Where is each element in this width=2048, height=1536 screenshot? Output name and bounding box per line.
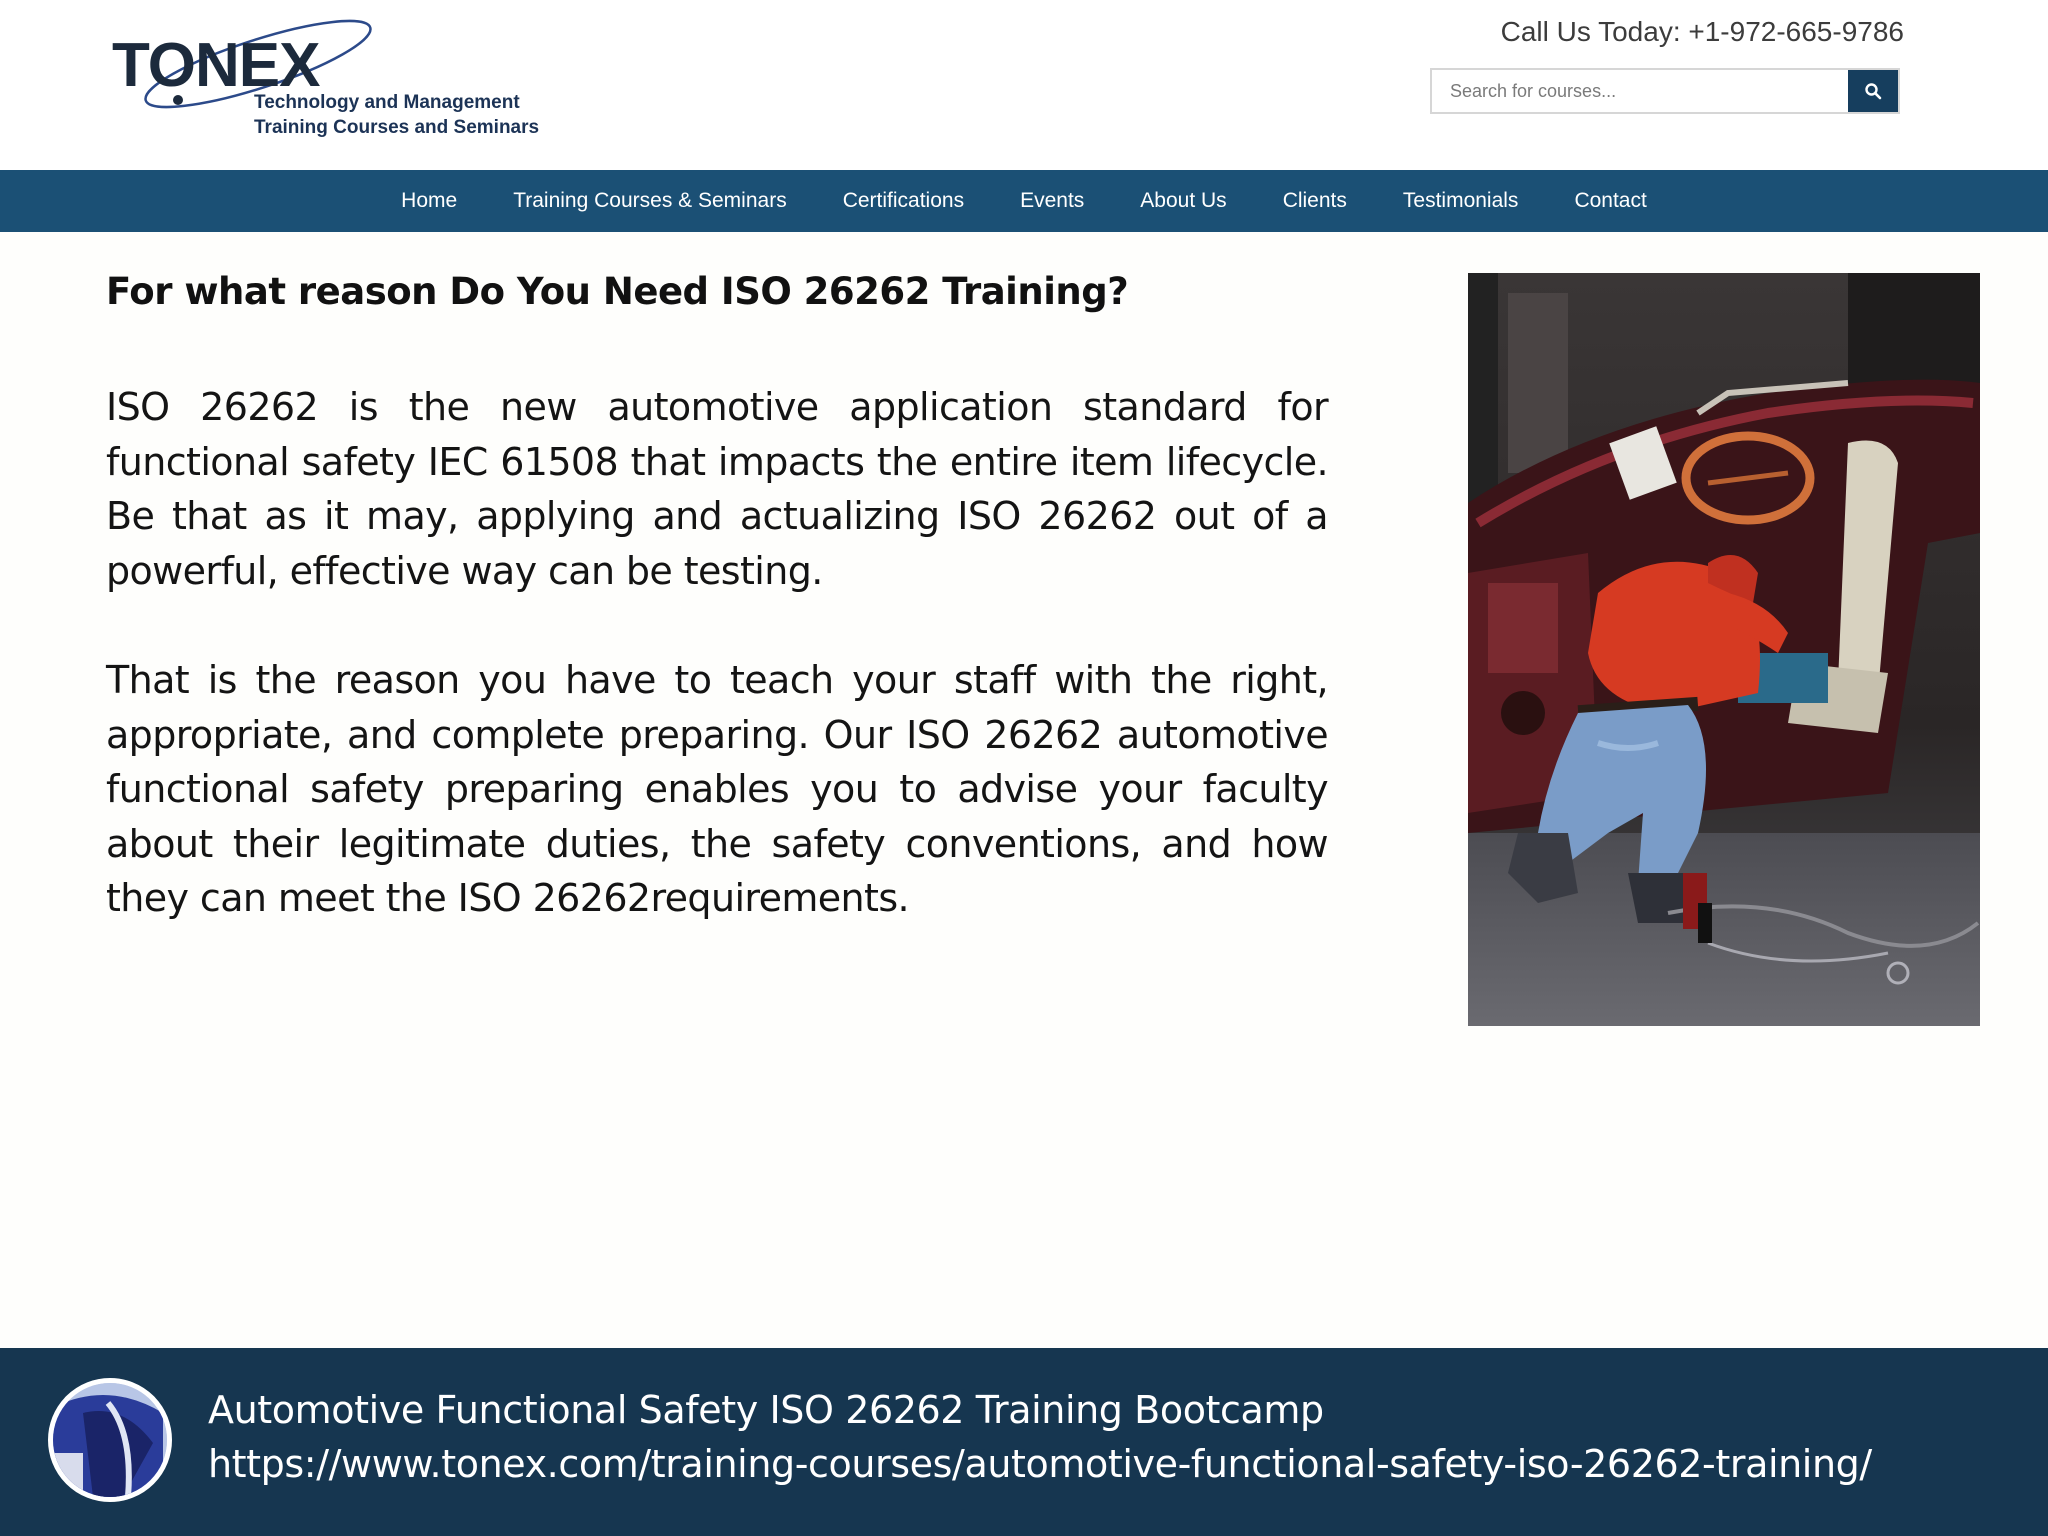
nav-item-about-us[interactable]: About Us — [1140, 189, 1227, 212]
slide-footer — [0, 1348, 2048, 1536]
footer-url[interactable]: https://www.tonex.com/training-courses/automotive-functional-safety-iso-26262-training/ — [208, 1442, 1872, 1486]
avatar — [48, 1378, 172, 1502]
body-paragraph-1: ISO 26262 is the new automotive application standard for functional safety IEC 61508 that impacts the entire item lifecycle. Be that as it may, applying and actualizing ISO 26262 out of a powerful, effective way can be testing. — [106, 385, 1328, 593]
logo-wordmark: TONEX — [112, 31, 320, 100]
search-button[interactable] — [1848, 70, 1898, 112]
logo-tagline-1: Technology and Management — [254, 92, 520, 113]
mechanic-photo — [1468, 273, 1980, 1026]
nav-item-testimonials[interactable]: Testimonials — [1402, 189, 1519, 212]
nav-item-training-courses[interactable]: Training Courses & Seminars — [513, 189, 787, 212]
nav-item-events[interactable]: Events — [1020, 189, 1085, 212]
tonex-logo[interactable] — [108, 8, 540, 148]
logo-tagline-2: Training Courses and Seminars — [254, 117, 540, 138]
nav-item-clients[interactable]: Clients — [1282, 189, 1347, 212]
search-box — [1430, 68, 1900, 114]
search-input[interactable] — [1432, 70, 1850, 112]
nav-item-home[interactable]: Home — [401, 189, 458, 212]
body-paragraph-2: That is the reason you have to teach your staff with the right, appropriate, and complete preparing. Our ISO 26262 automotive functional safety preparing enables you to advise your faculty about their legitimate duties, the safety conventions, and how they can meet the ISO 26262requirements. — [106, 658, 1328, 920]
car-thumbnail-icon — [53, 1383, 167, 1497]
site-header — [0, 0, 2048, 170]
search-icon — [1864, 82, 1882, 100]
footer-title: Automotive Functional Safety ISO 26262 Training Bootcamp — [208, 1388, 1324, 1432]
mechanic-illustration — [1468, 273, 1980, 1026]
nav-item-certifications[interactable]: Certifications — [842, 189, 965, 212]
phone-number: Call Us Today: +1-972-665-9786 — [1500, 16, 1904, 47]
main-navigation — [0, 170, 2048, 232]
nav-item-contact[interactable]: Contact — [1574, 189, 1647, 212]
page-heading: For what reason Do You Need ISO 26262 Training? — [106, 270, 1129, 313]
